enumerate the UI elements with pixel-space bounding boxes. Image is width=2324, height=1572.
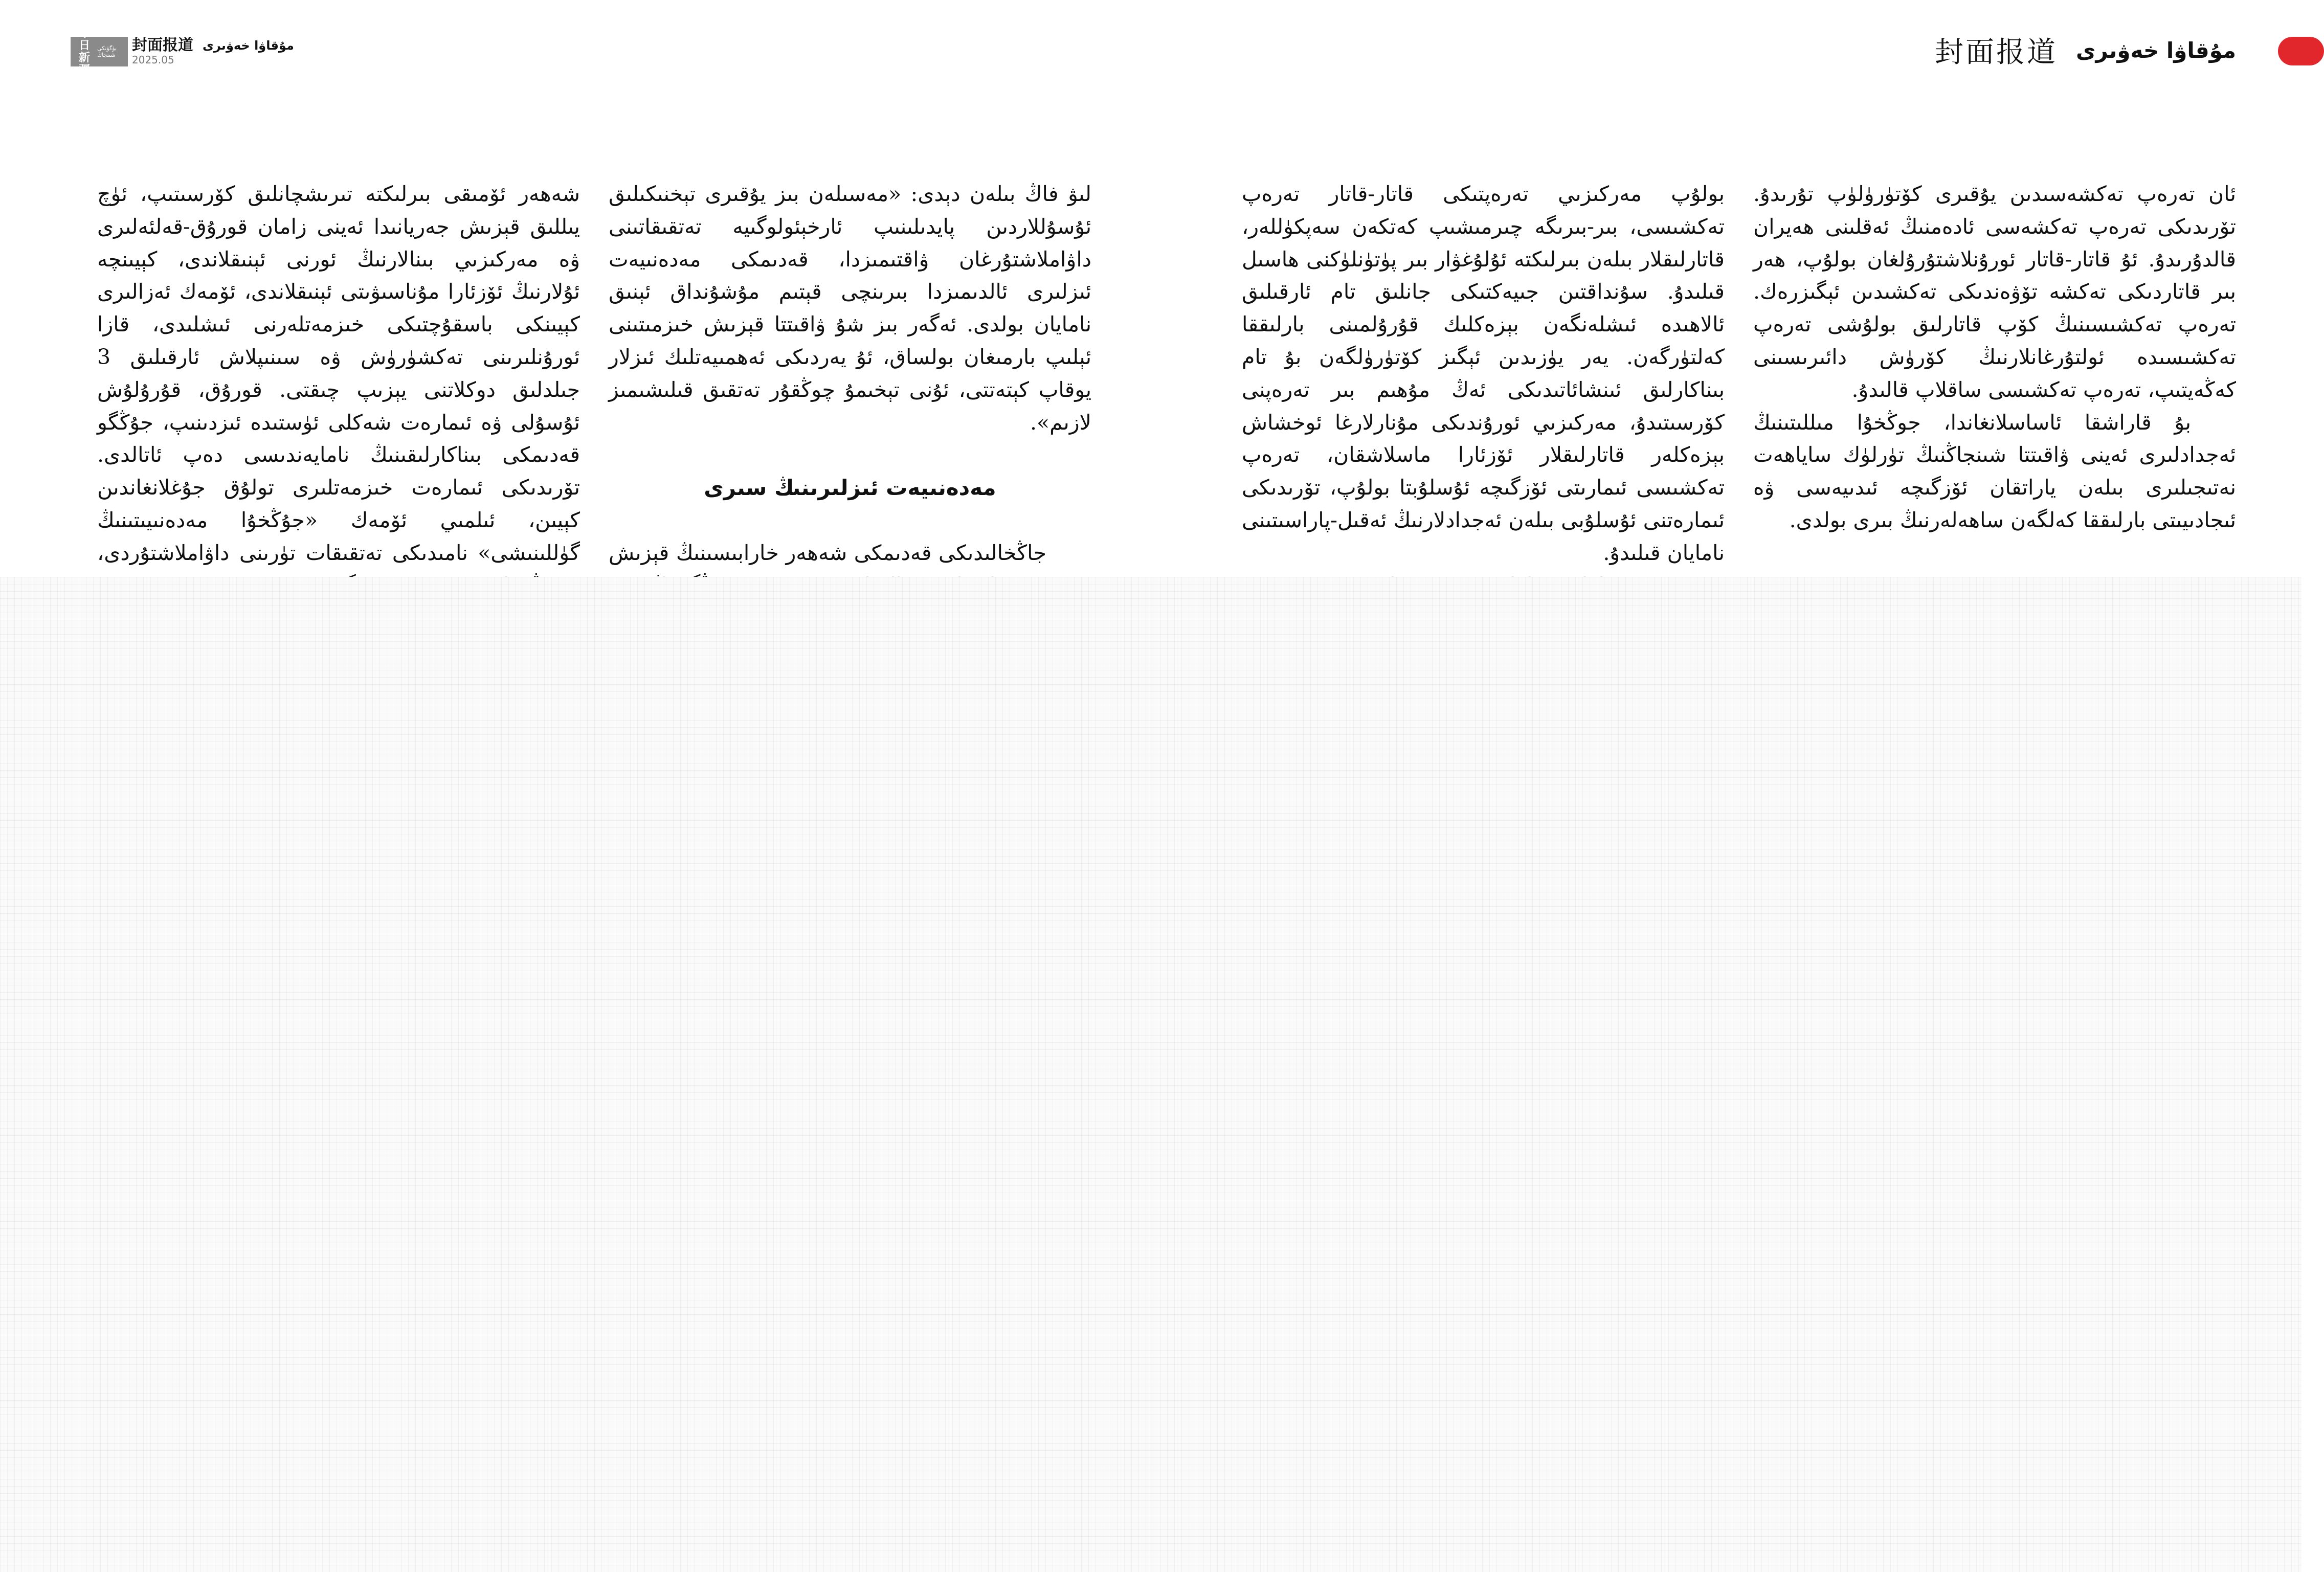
text-column-2: [1242, 178, 1725, 582]
section-heading: مەدەنىيەت ئىزلىرىنىڭ سىرى: [704, 475, 996, 501]
red-section-tab: [2278, 37, 2324, 65]
right-header: [1935, 30, 2236, 71]
magazine-logo: [71, 27, 128, 77]
section-title-cn: 封面报道: [132, 36, 193, 54]
section-title-cn-right: 封面报道: [1935, 36, 2058, 69]
issue-date: 2025.05: [132, 54, 174, 66]
faded-lower-area: [0, 577, 2301, 1572]
left-header-text: [132, 37, 294, 65]
paragraph: لىۋ فاڭ بىلەن دېدى: «مەسىلەن بىز يۇقىرى تېخنىكىلىق ئۇسۇللاردىن پايدىلىنىپ ئارخېئولوگىيە تەتقىقاتىنى داۋاملاشتۇرغان ۋاقتىمىزدا، قەدىمكى مەدەنىيەت ئىزلىرى ئالدىمىزدا بىرىنچى قېتىم مۇشۇنداق ئېنىق نامايان بولدى. ئەگەر بىز شۇ ۋاقىتتا قېزىش خىزمىتىنى ئېلىپ بارمىغان بولساق، ئۇ يەردىكى ئەھمىيەتلىك ئىزلار يوقاپ كېتەتتى، ئۇنى تېخىمۇ چوڭقۇر تەتقىق قىلىشىمىز لازىم».: [609, 182, 1091, 435]
section-title-ug: مۇقاۋا خەۋىرى: [203, 38, 294, 53]
text-column-1: [1753, 178, 2236, 582]
paragraph: جاڭخالىدىكى قەدىمكى شەھەر خارابىسىنىڭ قېزىش: [609, 541, 1046, 566]
paragraph: شەھەر ئۆمىقى بىرلىكتە تىرىشچانلىق كۆرسىتىپ، ئۈچ يىللىق قېزىش جەريانىدا ئەينى زامان قورۇق-قەلئەلىرى ۋە مەركىزىي بىنالارنىڭ ئورنى ئېنىقلاندى، كېيىنچە ئۇلارنىڭ ئۆزئارا مۇناسىۋىتى ئېنىقلاندى، ئۆمەك ئەزالىرى كېيىنكى باسقۇچتىكى خىزمەتلەرنى ئىشلىدى، قازا ئورۇنلىرىنى تەكشۈرۈش ۋە سىنىپلاش ئارقىلىق 3 جىلدلىق دوكلاتنى يېزىپ چىقتى. قورۇق، قۇرۇلۇش ئۇسۇلى ۋە ئىمارەت شەكلى ئۈستىدە ئىزدىنىپ، جۇڭگو قەدىمكى بىناكارلىقىنىڭ نامايەندىسى دەپ ئاتالدى. تۆرىدىكى ئىمارەت خىزمەتلىرى تولۇق جۇغلانغاندىن كېيىن، ئىلمىي ئۆمەك «جۇڭخۇا مەدەنىيىتىنىڭ گۈللىنىشى» نامىدىكى تەتقىقات تۈرىنى داۋاملاشتۇردى،: [97, 182, 580, 565]
logo-subtitle: بۈگۈنكى شىنجاڭ: [97, 45, 117, 58]
paragraph: ئان تەرەپ تەكشەسىدىن يۇقىرى كۆتۈرۈلۈپ تۇرىدۇ. تۆرىدىكى تەرەپ تەكشەسى ئادەمنىڭ ئەقلىنى ھەيران قالدۇرىدۇ. ئۇ قاتار-قاتار ئورۇنلاشتۇرۇلغان بولۇپ، ھەر بىر قاتاردىكى تەكشە تۆۋەندىكى تەكشىدىن ئېگىزرەك. تەرەپ تەكشىسىنىڭ كۆپ قاتارلىق بولۇشى تەرەپ تەكشىسىدە ئولتۇرغانلارنىڭ كۆرۈش دائىرىسىنى كەڭەيتىپ، تەرەپ تەكشىسى ساقلاپ قالىدۇ.: [1753, 182, 2236, 402]
section-title-ug-right: مۇقاۋا خەۋىرى: [2076, 37, 2236, 63]
text-column-3: [609, 178, 1091, 582]
paragraph: بۇ قاراشقا ئاساسلانغاندا، جوڭخۇا مىللىتىنىڭ ئەجدادلىرى ئەينى ۋاقىتتا شىنجاڭنىڭ تۈرلۈك ساياھەت نەتىجىلىرى بىلەن ياراتقان ئۆزگىچە ئىدىيەسى ۋە ئىجادىيىتى بارلىققا كەلگەن ساھەلەرنىڭ بىرى بولدى.: [1753, 410, 2236, 532]
logo-title: 今日新疆: [79, 27, 91, 77]
paragraph: بولۇپ مەركىزىي تەرەپتىكى قاتار-قاتار تەرەپ تەكشىسى، بىر-بىرىگە چىرمىشىپ كەتكەن سەپكۈللەر، قاتارلىقلار بىلەن بىرلىكتە ئۇلۇغۋار بىر پۈتۈنلۈكنى ھاسىل قىلىدۇ. سۇنداقتىن جىيەكتىكى جانلىق تام ئارقىلىق ئالاھىدە ئىشلەنگەن بېزەكلىك قۇرۇلمىنى بارلىققا كەلتۈرگەن. يەر يۈزىدىن ئېگىز كۆتۈرۈلگەن بۇ تام بىناكارلىق ئىنشائاتىدىكى ئەڭ مۇھىم بىر تەرەپنى كۆرسىتىدۇ، مەركىزىي ئورۇندىكى مۇنارلارغا ئوخشاش بېزەكلەر قاتارلىقلار ئۆزئارا ماسلاشقان، تەرەپ تەكشىسى ئىمارىتى ئۆزگىچە ئۇسلۇبتا بولۇپ، تۆرىدىكى ئىمارەتنى ئۇسلۇبى بىلەن ئەجدادلارنىڭ ئەقىل-پاراسىتىنى نامايان قىلىدۇ.: [1242, 182, 1725, 565]
left-header: [71, 27, 294, 77]
text-column-4: [97, 178, 580, 582]
